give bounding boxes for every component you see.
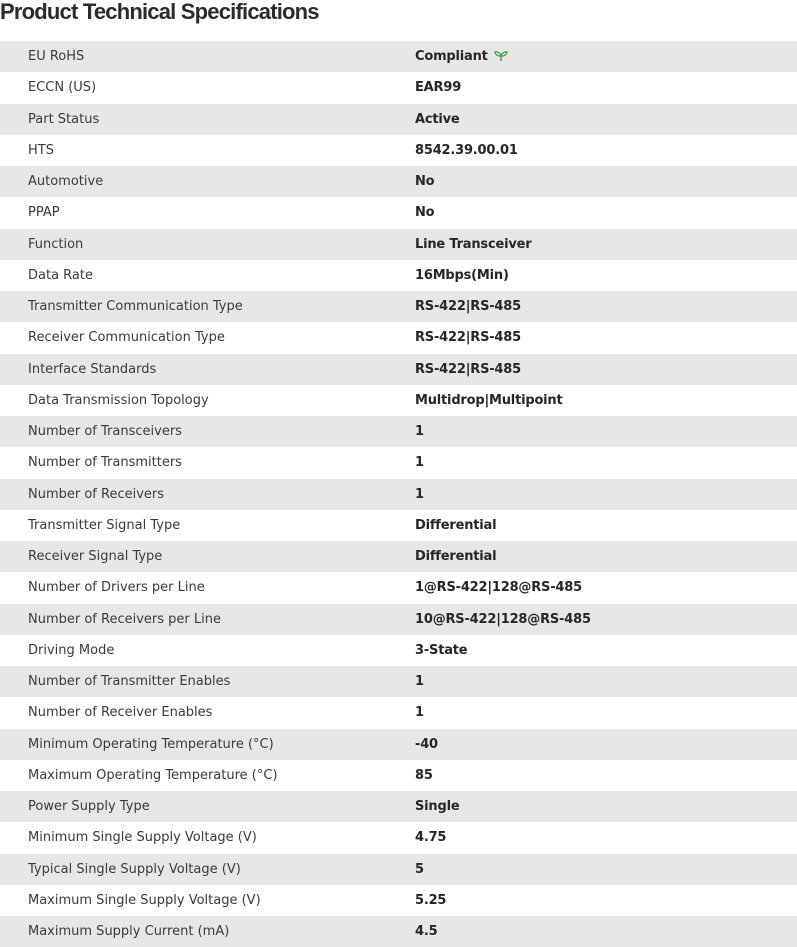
spec-label: Receiver Communication Type [28,330,225,346]
spec-value: Active [415,111,460,127]
spec-row [0,41,797,72]
leaf-icon [494,50,508,62]
spec-value: Differential [415,517,497,533]
spec-value-cell [415,541,797,572]
spec-value: 5.25 [415,892,447,908]
spec-value-cell [415,72,797,103]
spec-label: Number of Transmitters [28,455,182,471]
spec-row [0,229,797,260]
spec-label: Typical Single Supply Voltage (V) [28,861,241,877]
spec-label: Interface Standards [28,361,157,377]
spec-row [0,197,797,228]
spec-row [0,854,797,885]
spec-value-cell [415,447,797,478]
spec-label: Automotive [28,174,104,190]
spec-label: HTS [28,142,54,158]
spec-value: 8542.39.00.01 [415,142,518,158]
spec-label: Number of Transceivers [28,424,182,440]
spec-row [0,729,797,760]
spec-value: 85 [415,767,433,783]
spec-label: Number of Drivers per Line [28,580,205,596]
page-title: Product Technical Specifications [0,0,319,24]
spec-label: Transmitter Communication Type [28,299,243,315]
spec-value: RS-422|RS-485 [415,361,521,377]
spec-row [0,72,797,103]
spec-value-cell [415,354,797,385]
spec-row [0,104,797,135]
spec-label: Minimum Single Supply Voltage (V) [28,830,257,846]
spec-value: 5 [415,861,424,877]
spec-row [0,822,797,853]
spec-value-cell [415,635,797,666]
spec-row [0,322,797,353]
spec-value-cell [415,697,797,728]
spec-label: Function [28,236,84,252]
spec-row [0,135,797,166]
spec-table [0,41,797,947]
spec-value: 1 [415,455,424,471]
spec-value: RS-422|RS-485 [415,299,521,315]
spec-label: Part Status [28,111,100,127]
spec-value-cell [415,197,797,228]
spec-row [0,760,797,791]
spec-value-cell [415,135,797,166]
spec-label: Transmitter Signal Type [28,517,181,533]
spec-value-cell [415,322,797,353]
spec-value-cell [415,510,797,541]
spec-label: Power Supply Type [28,799,150,815]
spec-row [0,416,797,447]
spec-value: No [415,205,435,221]
spec-row [0,885,797,916]
spec-value: 1@RS-422|128@RS-485 [415,580,582,596]
spec-row [0,479,797,510]
spec-row [0,260,797,291]
spec-value: Compliant [415,49,488,65]
spec-label: EU RoHS [28,49,85,65]
spec-row [0,354,797,385]
spec-label: Driving Mode [28,642,115,658]
spec-value-cell [415,791,797,822]
spec-row [0,635,797,666]
spec-value-cell [415,229,797,260]
spec-value: No [415,174,435,190]
spec-value-cell [415,260,797,291]
spec-value-cell [415,760,797,791]
spec-row [0,604,797,635]
spec-label: Minimum Operating Temperature (°C) [28,736,274,752]
spec-row [0,697,797,728]
spec-label: Number of Transmitter Enables [28,674,231,690]
spec-label: Data Rate [28,267,93,283]
spec-value-cell [415,885,797,916]
spec-value-cell [415,416,797,447]
spec-row [0,791,797,822]
spec-row [0,510,797,541]
spec-row [0,166,797,197]
spec-value-cell [415,729,797,760]
spec-value-cell [415,604,797,635]
spec-value: 1 [415,674,424,690]
spec-row [0,541,797,572]
spec-label: Receiver Signal Type [28,549,163,565]
spec-value: 16Mbps(Min) [415,267,509,283]
spec-value-cell [415,291,797,322]
spec-value: 1 [415,705,424,721]
spec-table-body [0,41,797,947]
spec-value-cell [415,572,797,603]
spec-row [0,291,797,322]
spec-value-cell [415,385,797,416]
spec-value: Multidrop|Multipoint [415,392,563,408]
spec-label: Number of Receivers [28,486,165,502]
spec-value: Line Transceiver [415,236,532,252]
spec-value: EAR99 [415,80,462,96]
spec-row [0,447,797,478]
spec-row [0,916,797,947]
spec-label: Data Transmission Topology [28,392,209,408]
spec-value-cell [415,41,797,72]
spec-value: 1 [415,424,424,440]
spec-value: 4.75 [415,830,447,846]
spec-value: Single [415,799,460,815]
spec-value-cell [415,479,797,510]
spec-row [0,666,797,697]
spec-label: Maximum Single Supply Voltage (V) [28,892,261,908]
spec-value: 4.5 [415,924,438,940]
spec-value-cell [415,166,797,197]
spec-label: Number of Receiver Enables [28,705,213,721]
spec-value: 10@RS-422|128@RS-485 [415,611,591,627]
spec-label: Number of Receivers per Line [28,611,221,627]
spec-value-cell [415,916,797,947]
spec-value-cell [415,854,797,885]
spec-label: Maximum Operating Temperature (°C) [28,767,278,783]
spec-value-cell [415,822,797,853]
spec-label: Maximum Supply Current (mA) [28,924,230,940]
spec-value: 3-State [415,642,468,658]
spec-value-cell [415,666,797,697]
spec-value: -40 [415,736,438,752]
spec-value: Differential [415,549,497,565]
spec-value: 1 [415,486,424,502]
spec-row [0,572,797,603]
spec-row [0,385,797,416]
spec-value-cell [415,104,797,135]
spec-label: ECCN (US) [28,80,97,96]
spec-label: PPAP [28,205,60,221]
spec-value: RS-422|RS-485 [415,330,521,346]
